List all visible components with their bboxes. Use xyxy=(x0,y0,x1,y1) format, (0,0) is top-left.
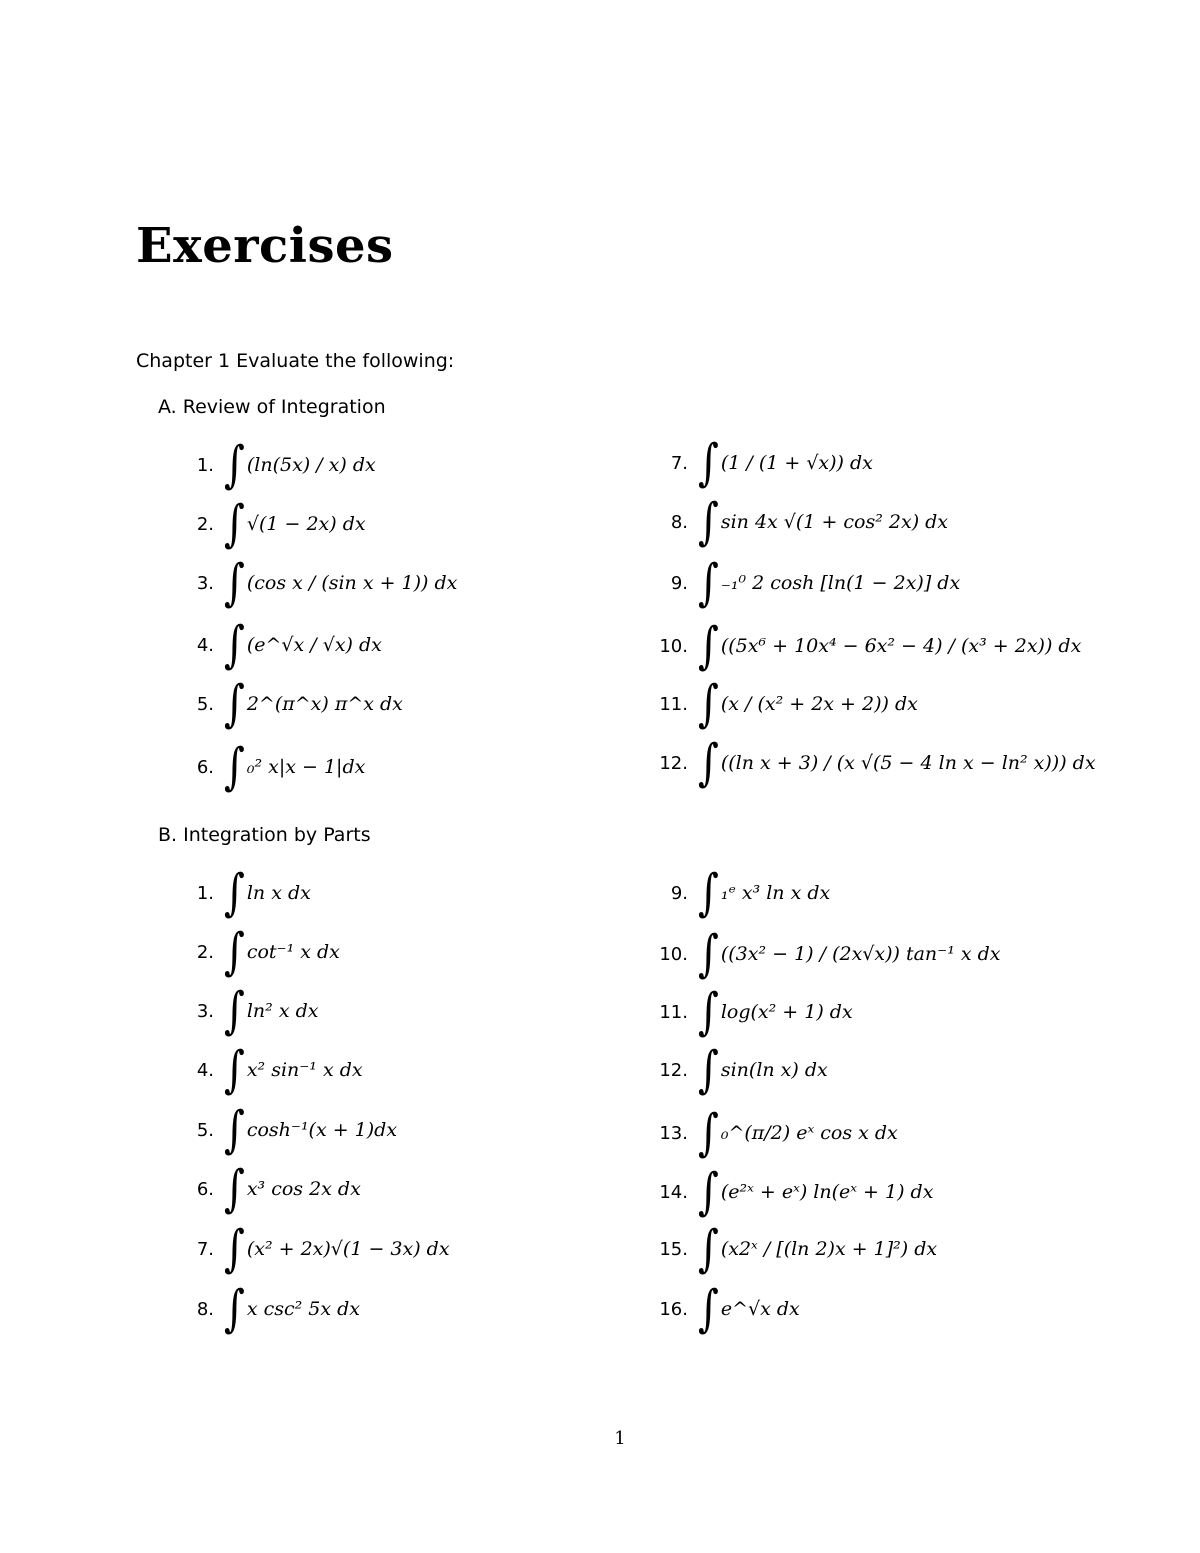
exercise-number: 5. xyxy=(196,1119,214,1141)
exercise-expression: ln x dx xyxy=(246,882,311,904)
chapter-instruction: Chapter 1 Evaluate the following: xyxy=(136,350,455,372)
exercise-expression: (x² + 2x)√(1 − 3x) dx xyxy=(246,1238,450,1260)
integral-sign: ∫ xyxy=(698,734,719,792)
exercise-number: 4. xyxy=(196,1059,214,1081)
exercise-number: 3. xyxy=(196,572,214,594)
exercise-a-2 xyxy=(158,494,366,554)
integral-sign: ∫ xyxy=(224,923,245,981)
exercise-b-14 xyxy=(632,1162,933,1222)
exercise-expression: log(x² + 1) dx xyxy=(720,1001,853,1023)
exercise-b-4 xyxy=(158,1040,363,1100)
exercise-number: 11. xyxy=(659,693,688,715)
exercise-expression: ₀² x|x − 1|dx xyxy=(246,756,366,778)
exercise-number: 12. xyxy=(659,752,688,774)
exercise-expression: ₀^(π/2) eˣ cos x dx xyxy=(720,1122,898,1144)
exercise-number: 15. xyxy=(659,1238,688,1260)
integral-sign: ∫ xyxy=(224,1160,245,1218)
exercise-expression: sin(ln x) dx xyxy=(720,1059,828,1081)
exercise-expression: (1 / (1 + √x)) dx xyxy=(720,452,873,474)
exercise-b-5 xyxy=(158,1100,397,1160)
exercise-b-16 xyxy=(632,1279,800,1339)
exercise-expression: 2^(π^x) π^x dx xyxy=(246,693,403,715)
exercise-expression: x² sin⁻¹ x dx xyxy=(246,1059,363,1081)
exercise-b-9 xyxy=(632,863,830,923)
exercise-number: 1. xyxy=(196,454,214,476)
integral-sign: ∫ xyxy=(224,982,245,1040)
exercise-number: 12. xyxy=(659,1059,688,1081)
exercise-number: 7. xyxy=(670,452,688,474)
integral-sign: ∫ xyxy=(224,1280,245,1338)
integral-sign: ∫ xyxy=(224,436,245,494)
exercise-a-10 xyxy=(632,616,1081,676)
exercise-expression: (x2ˣ / [(ln 2)x + 1]²) dx xyxy=(720,1238,938,1260)
exercise-b-12 xyxy=(632,1040,828,1100)
integral-sign: ∫ xyxy=(698,617,719,675)
exercise-expression: cot⁻¹ x dx xyxy=(246,941,340,963)
integral-sign: ∫ xyxy=(698,1041,719,1099)
exercise-number: 8. xyxy=(670,511,688,533)
exercise-number: 14. xyxy=(659,1181,688,1203)
exercise-expression: sin 4x √(1 + cos² 2x) dx xyxy=(720,511,949,533)
exercise-a-6 xyxy=(158,737,365,797)
exercise-expression: e^√x dx xyxy=(720,1298,800,1320)
exercise-b-13 xyxy=(632,1103,898,1163)
integral-sign: ∫ xyxy=(224,1220,245,1278)
integral-sign: ∫ xyxy=(224,495,245,553)
exercise-number: 8. xyxy=(196,1298,214,1320)
exercise-expression: cosh⁻¹(x + 1)dx xyxy=(246,1119,398,1141)
exercise-b-11 xyxy=(632,982,853,1042)
integral-sign: ∫ xyxy=(698,434,719,492)
exercise-expression: (e^√x / √x) dx xyxy=(246,634,382,656)
exercise-expression: ₁ᵉ x³ ln x dx xyxy=(720,882,831,904)
exercise-number: 16. xyxy=(659,1298,688,1320)
integral-sign: ∫ xyxy=(698,925,719,983)
exercise-a-12 xyxy=(632,733,1096,793)
exercise-expression: (e²ˣ + eˣ) ln(eˣ + 1) dx xyxy=(720,1181,934,1203)
exercise-number: 9. xyxy=(670,882,688,904)
exercise-number: 4. xyxy=(196,634,214,656)
integral-sign: ∫ xyxy=(698,1280,719,1338)
exercise-b-15 xyxy=(632,1219,937,1279)
exercise-expression: (cos x / (sin x + 1)) dx xyxy=(246,572,458,594)
exercise-number: 5. xyxy=(196,693,214,715)
exercise-b-8 xyxy=(158,1279,360,1339)
page-number: 1 xyxy=(614,1428,626,1449)
integral-sign: ∫ xyxy=(698,493,719,551)
exercise-b-3 xyxy=(158,981,318,1041)
integral-sign: ∫ xyxy=(224,554,245,612)
exercise-expression: ((ln x + 3) / (x √(5 − 4 ln x − ln² x))) dx xyxy=(720,752,1096,774)
exercise-number: 13. xyxy=(659,1122,688,1144)
integral-sign: ∫ xyxy=(698,554,719,612)
exercise-number: 10. xyxy=(659,635,688,657)
exercise-b-6 xyxy=(158,1159,361,1219)
integral-sign: ∫ xyxy=(698,1220,719,1278)
integral-sign: ∫ xyxy=(224,616,245,674)
exercise-number: 11. xyxy=(659,1001,688,1023)
exercise-a-7 xyxy=(632,433,873,493)
integral-sign: ∫ xyxy=(224,864,245,922)
exercise-expression: ₋₁⁰ 2 cosh [ln(1 − 2x)] dx xyxy=(720,572,961,594)
integral-sign: ∫ xyxy=(224,675,245,733)
exercise-number: 6. xyxy=(196,1178,214,1200)
exercise-a-3 xyxy=(158,553,457,613)
integral-sign: ∫ xyxy=(698,983,719,1041)
exercise-expression: ln² x dx xyxy=(246,1000,319,1022)
exercise-expression: ((3x² − 1) / (2x√x)) tan⁻¹ x dx xyxy=(720,943,1001,965)
integral-sign: ∫ xyxy=(224,738,245,796)
exercise-b-1 xyxy=(158,863,311,923)
exercise-a-8 xyxy=(632,492,948,552)
exercise-number: 2. xyxy=(196,941,214,963)
exercise-number: 10. xyxy=(659,943,688,965)
exercise-expression: x³ cos 2x dx xyxy=(246,1178,361,1200)
exercise-expression: (x / (x² + 2x + 2)) dx xyxy=(720,693,918,715)
exercise-b-7 xyxy=(158,1219,450,1279)
exercise-number: 9. xyxy=(670,572,688,594)
integral-sign: ∫ xyxy=(698,1104,719,1162)
exercise-a-5 xyxy=(158,674,403,734)
exercise-number: 7. xyxy=(196,1238,214,1260)
integral-sign: ∫ xyxy=(698,864,719,922)
integral-sign: ∫ xyxy=(698,1163,719,1221)
section-b-heading: B. Integration by Parts xyxy=(158,824,371,846)
exercise-number: 6. xyxy=(196,756,214,778)
integral-sign: ∫ xyxy=(224,1041,245,1099)
exercise-a-4 xyxy=(158,615,382,675)
exercise-number: 2. xyxy=(196,513,214,535)
exercise-expression: ((5x⁶ + 10x⁴ − 6x² − 4) / (x³ + 2x)) dx xyxy=(720,635,1082,657)
exercise-expression: (ln(5x) / x) dx xyxy=(246,454,376,476)
exercise-a-9 xyxy=(632,553,960,613)
exercise-number: 1. xyxy=(196,882,214,904)
integral-sign: ∫ xyxy=(698,675,719,733)
exercise-a-11 xyxy=(632,674,918,734)
exercise-number: 3. xyxy=(196,1000,214,1022)
exercise-b-10 xyxy=(632,924,1001,984)
exercise-b-2 xyxy=(158,922,340,982)
exercise-a-1 xyxy=(158,435,376,495)
integral-sign: ∫ xyxy=(224,1101,245,1159)
exercise-expression: √(1 − 2x) dx xyxy=(246,513,366,535)
section-a-heading: A. Review of Integration xyxy=(158,396,386,418)
page-title: Exercises xyxy=(136,218,394,274)
exercise-expression: x csc² 5x dx xyxy=(246,1298,361,1320)
